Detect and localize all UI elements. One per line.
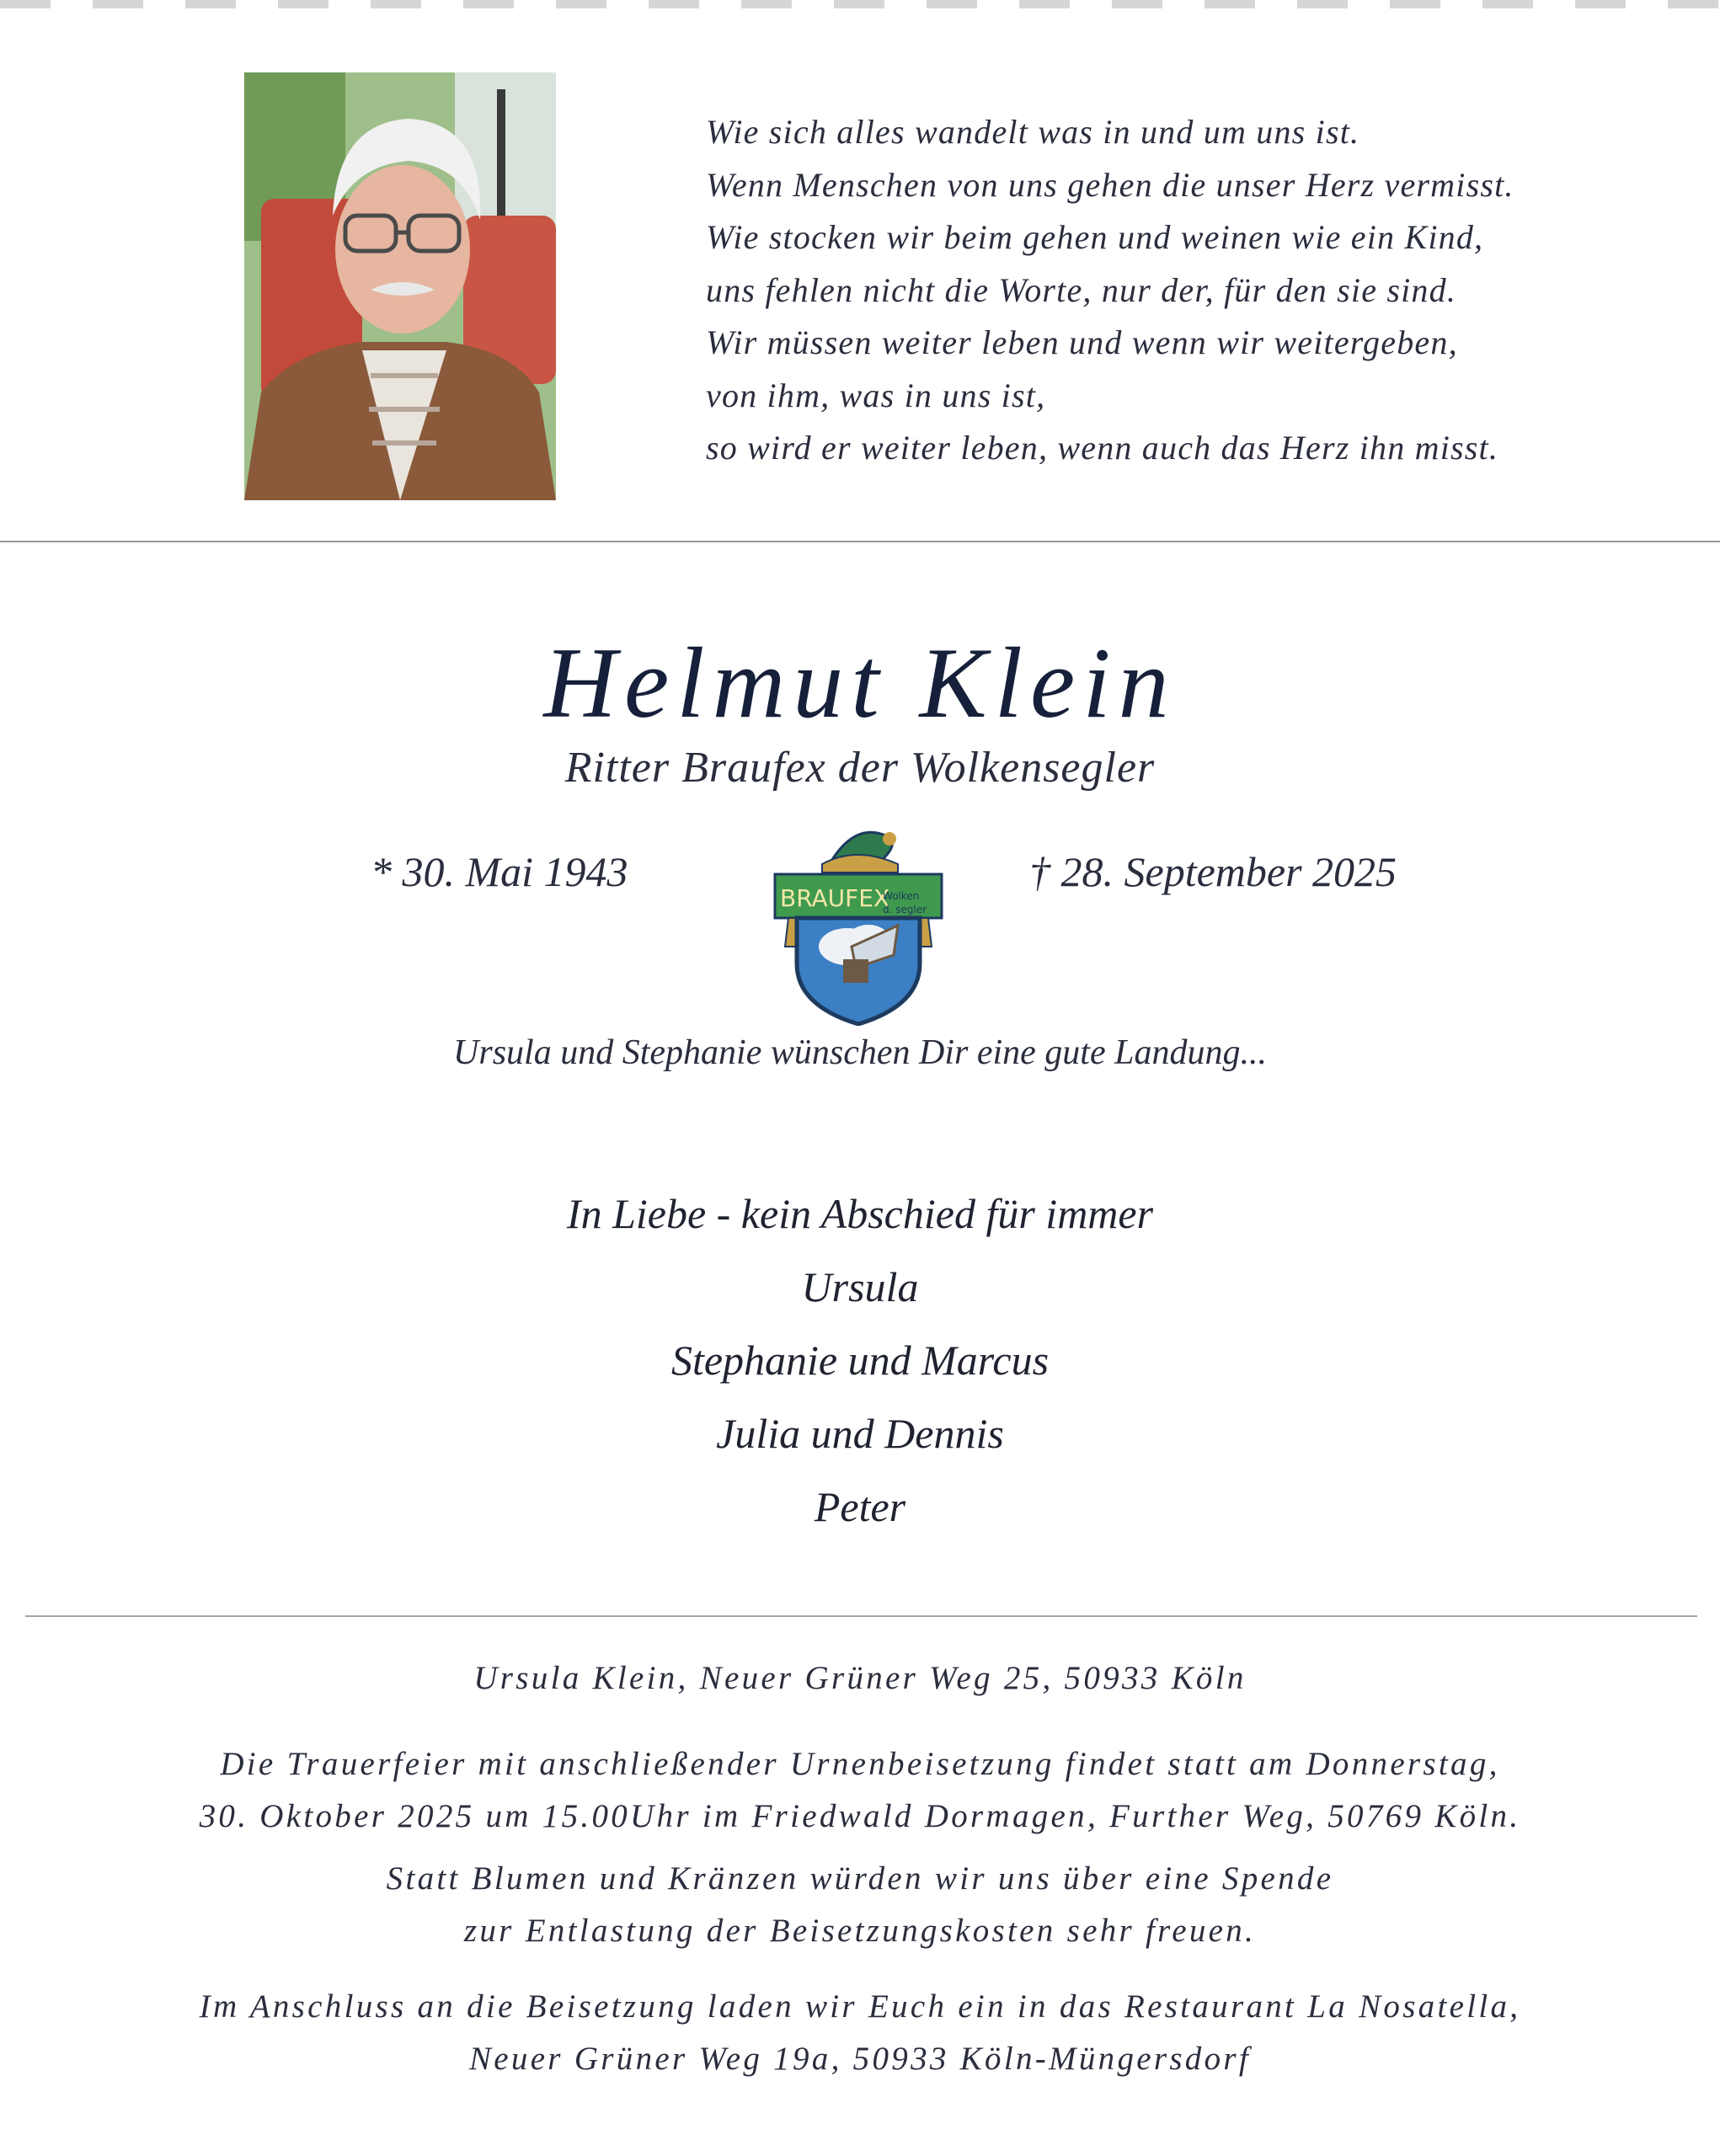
reception-line: Im Anschluss an die Beisetzung laden wir Euch ein in das Restaurant La Nosatella, (199, 1988, 1521, 2025)
funeral-line: 30. Oktober 2025 um 15.00Uhr im Friedwald Dormagen, Further Weg, 50769 Köln. (199, 1798, 1521, 1834)
donation-line: Statt Blumen und Kränzen würden wir uns über eine Spende (386, 1860, 1334, 1897)
deceased-title: Ritter Braufex der Wolkensegler (564, 744, 1156, 792)
crest-logo (772, 820, 945, 1026)
family-list (0, 1177, 1720, 1544)
poem-line: so wird er weiter leben, wenn auch das Herz ihn misst. (706, 429, 1499, 467)
family-member: Peter (814, 1483, 906, 1530)
poem-line: Wenn Menschen von uns gehen die unser Herz vermisst. (706, 165, 1514, 204)
death-date: † 28. September 2025 (1029, 848, 1397, 895)
crest-text-small: d. segler (883, 904, 927, 915)
crest-text-small: Wolken (883, 890, 920, 902)
deceased-name: Helmut Klein (543, 627, 1177, 739)
reception-line: Neuer Grüner Weg 19a, 50933 Köln-Müngersdorf (468, 2041, 1252, 2077)
donation-info (0, 1853, 1720, 1957)
divider-bottom (25, 1615, 1697, 1617)
funeral-info (0, 1738, 1720, 1843)
family-member: Stephanie und Marcus (670, 1337, 1050, 1384)
crest-text: BRAUFEX (780, 884, 890, 912)
poem-line: Wie sich alles wandelt was in und um uns ist. (706, 113, 1360, 151)
poem (706, 106, 1683, 475)
poem-line: Wir müssen weiter leben und wenn wir weitergeben, (706, 323, 1458, 361)
family-member: Julia und Dennis (716, 1410, 1004, 1457)
poem-line: uns fehlen nicht die Worte, nur der, für den sie sind. (706, 270, 1457, 309)
birth-date: * 30. Mai 1943 (371, 848, 628, 895)
poem-line: von ihm, was in uns ist, (706, 376, 1046, 414)
poem-line: Wie stocken wir beim gehen und weinen wie ein Kind, (706, 218, 1484, 256)
farewell-wish: Ursula und Stephanie wünschen Dir eine gute Landung... (453, 1033, 1267, 1072)
reception-info (0, 1981, 1720, 2085)
contact-address: Ursula Klein, Neuer Grüner Weg 25, 50933 Köln (473, 1660, 1247, 1696)
donation-line: zur Entlastung der Beisetzungskosten sehr freuen. (463, 1913, 1257, 1949)
family-heading: In Liebe - kein Abschied für immer (566, 1190, 1154, 1237)
previous-card-edge (0, 0, 1720, 8)
portrait-photo (244, 72, 556, 500)
funeral-line: Die Trauerfeier mit anschließender Urnenbeisetzung findet statt am Donnerstag, (220, 1746, 1500, 1782)
family-member: Ursula (801, 1263, 919, 1310)
divider-top (0, 541, 1720, 542)
